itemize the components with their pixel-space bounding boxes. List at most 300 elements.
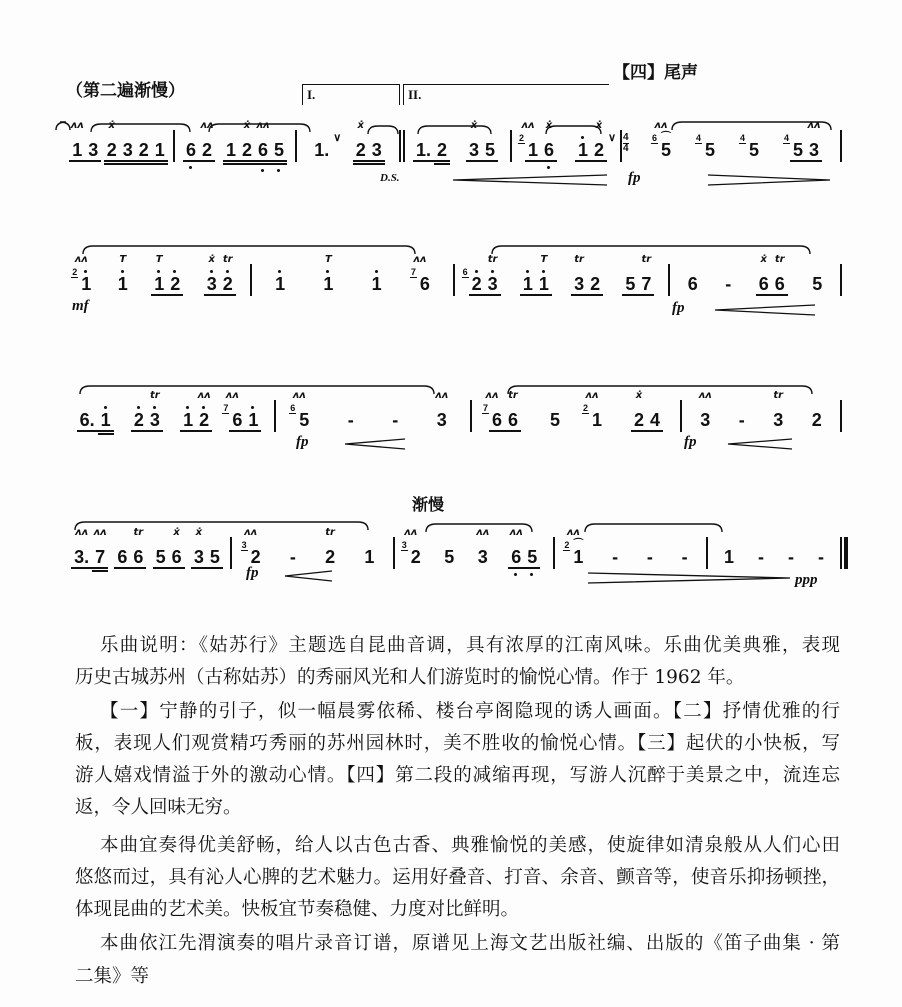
x-icon: ẋ (208, 254, 215, 265)
note-group (410, 254, 433, 294)
note-digit: 2 (471, 274, 482, 294)
grace-note: 4 (739, 133, 745, 143)
note-group (191, 527, 223, 567)
note-digit: 3 (206, 274, 217, 294)
note-group (756, 254, 788, 294)
mordent-icon: ʌʌ (698, 390, 712, 401)
note-group (736, 410, 748, 430)
note (809, 274, 825, 294)
note-digit: - (725, 274, 732, 294)
note (638, 254, 654, 294)
note (685, 274, 701, 294)
note (505, 390, 521, 430)
note-digit: 3 (149, 410, 160, 430)
underline (130, 567, 146, 569)
note (571, 254, 587, 294)
dynamic-marking: fp (672, 300, 685, 316)
note-group (809, 410, 825, 430)
note (151, 254, 167, 294)
bar-line (706, 537, 708, 569)
note-digit: 2 (138, 140, 149, 160)
underline (199, 160, 215, 162)
note-digit: 5 (660, 140, 671, 160)
note-group (622, 254, 654, 294)
x-icon: ẋ (108, 120, 115, 131)
note-digit: - (646, 547, 653, 567)
note (413, 140, 434, 160)
underline (353, 163, 369, 165)
note-digit: 7 (641, 274, 652, 294)
trill-mark: tr (641, 254, 652, 265)
note (651, 120, 674, 160)
note-digit: 5 (444, 547, 455, 567)
note (130, 527, 146, 567)
note-digit: 3 (487, 274, 498, 294)
dynamic-marking: fp (296, 434, 309, 450)
paragraph-line: 板，表现人们观赏精巧秀丽的苏州园林时，美不胜收的愉悦心情。【三】起伏的小快板，写 (75, 733, 840, 754)
underline (239, 160, 255, 162)
note-group (651, 120, 674, 160)
dynamic-marking: fp (628, 170, 641, 186)
measure (256, 254, 449, 294)
note-group (311, 132, 342, 160)
note (311, 132, 342, 160)
measure (280, 390, 466, 430)
x-icon: ẋ (195, 527, 203, 538)
note-group (679, 547, 691, 567)
grace-note: 7 (482, 403, 488, 413)
underline (622, 294, 638, 296)
dynamic-marking: ppp (795, 572, 818, 588)
trill-mark: tr (222, 254, 233, 265)
note-digit: 5 (792, 140, 803, 160)
underline (131, 430, 147, 432)
extension-dash (679, 547, 691, 567)
high-octave-dot (251, 406, 254, 409)
note (207, 547, 223, 567)
note-digit: 1 (371, 274, 382, 294)
note-digit: 1 (154, 140, 165, 160)
underline (790, 160, 806, 162)
note-digit: - (757, 547, 764, 567)
bar-line (470, 400, 472, 432)
note (547, 410, 563, 430)
x-icon: ẋ (545, 120, 553, 131)
measure (68, 120, 169, 160)
note-digit: 2 (241, 140, 252, 160)
note-group (104, 120, 168, 160)
note-digit: 2 (633, 410, 644, 430)
underline (587, 294, 603, 296)
note-group (413, 140, 450, 160)
note (770, 390, 786, 430)
bar-line (840, 400, 842, 432)
grace-note: 3 (401, 540, 407, 550)
note-digit: 2 (222, 274, 233, 294)
tap-icon: T (324, 254, 332, 265)
mordent-icon: ʌʌ (70, 120, 84, 131)
note-group (272, 274, 288, 294)
note-digit: 1 (183, 410, 194, 430)
note-digit: 2 (325, 547, 336, 567)
high-octave-dot (153, 406, 156, 409)
underline (71, 567, 92, 569)
note-digit: 3 (773, 410, 784, 430)
note-digit: 1 (117, 274, 128, 294)
underline (85, 160, 101, 162)
note (183, 140, 199, 160)
trill-mark: tr (325, 527, 335, 538)
note-group (475, 527, 491, 567)
note (756, 254, 772, 294)
extension-dash (785, 547, 797, 567)
note-digit: 5 (484, 140, 495, 160)
bar-line (680, 400, 682, 432)
bar-line (399, 130, 401, 162)
note-group (153, 527, 185, 567)
tap-icon: T (155, 254, 163, 265)
underline (120, 163, 136, 165)
note-digit: 1 (527, 140, 538, 160)
mordent-icon: ʌʌ (566, 527, 580, 538)
note (199, 120, 215, 160)
high-octave-dot (186, 406, 189, 409)
grace-note: 6 (462, 267, 468, 277)
note (241, 527, 264, 567)
low-octave-dot (277, 169, 280, 172)
underline (536, 294, 552, 296)
note-digit: 2 (594, 140, 605, 160)
note-digit: 6 (508, 410, 519, 430)
note-digit: 3 (477, 547, 488, 567)
note (322, 527, 338, 567)
mordent-icon: ʌʌ (413, 254, 427, 265)
underline (255, 160, 271, 162)
note (434, 140, 450, 160)
bar-line (393, 537, 395, 569)
note (739, 133, 762, 160)
note (191, 527, 207, 567)
note-digit: 1 (154, 274, 165, 294)
fermata-icon: ⌒ (573, 539, 584, 550)
underline (756, 294, 772, 296)
note-group (695, 133, 718, 160)
note-group (290, 390, 312, 430)
low-octave-dot (189, 166, 192, 169)
paragraph-line: 本曲依江先渭演奏的唱片录音订谱，原谱见上海文艺出版社编、出版的《笛子曲集 · 第 (100, 933, 840, 954)
bar-line (840, 537, 842, 569)
note-digit: 1 (573, 547, 584, 567)
note-digit: 6 (774, 274, 785, 294)
crescendo-hairpin (345, 439, 405, 449)
underline (98, 430, 114, 432)
high-octave-dot (542, 270, 545, 273)
bar-line (668, 264, 670, 296)
note (564, 527, 586, 567)
note-group (361, 547, 377, 567)
note-digit: - (738, 410, 745, 430)
measure (301, 120, 395, 160)
underline (183, 160, 199, 162)
grace-note: 2 (72, 267, 78, 277)
breath-mark-icon: ∨ (333, 132, 342, 144)
tap-icon: T (540, 254, 548, 265)
x-icon: ẋ (470, 120, 478, 131)
paragraph-line: 返，令人回味无穷。 (75, 797, 242, 818)
underline (631, 430, 647, 432)
high-octave-dot (278, 270, 281, 273)
note (290, 390, 312, 430)
underline (575, 160, 591, 162)
note-digit: 6 (511, 547, 522, 567)
note (520, 274, 536, 294)
bar-line (840, 264, 842, 296)
underline (271, 160, 287, 162)
note (223, 390, 245, 430)
slur (80, 386, 434, 394)
dynamic-marking: fp (684, 434, 697, 450)
paragraph-line: 本曲宜奏得优美舒畅，给人以古色古香、典雅愉悦的美感，使旋律如清泉般从人们心田 (100, 835, 840, 856)
underline (98, 433, 114, 435)
underline (104, 163, 120, 165)
high-octave-dot (202, 406, 205, 409)
mordent-icon: ʌʌ (435, 390, 449, 401)
underline (120, 160, 136, 162)
note (518, 120, 541, 160)
mordent-icon: ʌʌ (74, 254, 88, 265)
underline (92, 570, 108, 572)
note (153, 547, 169, 567)
bar-line (274, 400, 276, 432)
note (147, 390, 163, 430)
note (541, 120, 557, 160)
note-digit: - (392, 410, 399, 430)
note-digit: 6 (79, 410, 90, 430)
x-icon: ẋ (595, 120, 603, 131)
note (622, 274, 638, 294)
note (120, 140, 136, 160)
underline (806, 160, 822, 162)
high-octave-dot (121, 270, 124, 273)
note (271, 140, 287, 160)
note-digit: 6 (257, 140, 268, 160)
note (85, 140, 101, 160)
note-group (72, 254, 94, 294)
note (72, 254, 94, 294)
high-octave-dot (173, 270, 176, 273)
bar-line (173, 130, 175, 162)
measure (644, 120, 836, 160)
paragraph-line: 乐曲说明：《姑苏行》主题选自昆曲音调，具有浓厚的江南风味。乐曲优美典雅，表现 (100, 635, 840, 656)
note-digit: 3 (468, 140, 479, 160)
mordent-icon: ʌʌ (75, 527, 89, 538)
note-digit: 2 (106, 140, 117, 160)
underline (369, 163, 385, 165)
underline (207, 567, 223, 569)
measure (712, 543, 836, 567)
paragraph-line: 体现昆曲的艺术美。快板宜节奏稳健、力度对比鲜明。 (75, 899, 520, 920)
note-digit: 2 (811, 410, 822, 430)
augmentation-dot: . (84, 547, 90, 567)
note-group (520, 254, 552, 294)
underline (69, 160, 85, 162)
x-icon: ẋ (357, 120, 364, 131)
mordent-icon: ʌʌ (404, 527, 418, 538)
mordent-icon: ʌʌ (509, 527, 523, 538)
underline (482, 160, 498, 162)
note (204, 254, 220, 294)
underline (152, 163, 168, 165)
measure (68, 390, 270, 430)
high-octave-dot (581, 136, 584, 139)
underline (469, 294, 485, 296)
note-digit: 5 (209, 547, 220, 567)
mordent-icon: ʌʌ (197, 390, 211, 401)
high-octave-dot (491, 270, 494, 273)
bar-line (620, 130, 622, 162)
measure (674, 254, 836, 294)
note-digit: 5 (527, 547, 538, 567)
note (475, 527, 491, 567)
trill-mark: tr (508, 390, 518, 401)
note-group (785, 547, 797, 567)
bar-line (510, 130, 512, 162)
underline (220, 294, 236, 296)
note-digit: 6 (117, 547, 128, 567)
note-digit: 6 (171, 547, 182, 567)
decrescendo-hairpin (588, 573, 790, 583)
trill-mark: tr (133, 527, 144, 538)
note-digit: 3 (74, 547, 85, 567)
note-group (770, 390, 786, 430)
augmentation-dot: . (425, 140, 431, 160)
note (783, 133, 806, 160)
note-group (114, 527, 146, 567)
measure (179, 120, 291, 160)
mordent-icon: ʌʌ (200, 120, 214, 131)
note-group (180, 390, 212, 430)
high-octave-dot (137, 406, 140, 409)
note-digit: 2 (199, 410, 210, 430)
dal-segno-mark: D.S. (380, 172, 400, 184)
note-digit: 6 (687, 274, 698, 294)
measure (476, 390, 676, 430)
note-digit: - (681, 547, 688, 567)
grace-note: 2 (518, 133, 524, 143)
tempo-note: （第二遍渐慢） (66, 81, 185, 101)
underline (489, 430, 505, 432)
note-digit: 1 (591, 410, 602, 430)
underline (151, 294, 167, 296)
measure (68, 527, 226, 567)
note-digit: 3 (371, 140, 382, 160)
note-group (77, 410, 114, 430)
note-group (482, 390, 521, 430)
note-group (815, 547, 827, 567)
low-octave-dot (547, 166, 550, 169)
note (115, 254, 131, 294)
note-group (739, 133, 762, 160)
paragraph-line: 二集》等 (75, 966, 150, 987)
high-octave-dot (326, 270, 329, 273)
underline (223, 163, 239, 165)
note (77, 410, 98, 430)
mordent-icon: ʌʌ (244, 527, 258, 538)
note (169, 527, 185, 567)
note (92, 527, 108, 567)
underline (466, 160, 482, 162)
underline (239, 163, 255, 165)
note-digit: 1 (275, 274, 286, 294)
time-signature-bottom: 4 (623, 143, 629, 154)
underline (525, 160, 541, 162)
note-digit: 7 (95, 547, 106, 567)
underline (520, 294, 536, 296)
extension-dash (345, 410, 357, 430)
grace-note: 2 (564, 540, 570, 550)
note-digit: - (289, 547, 296, 567)
note (524, 547, 540, 567)
slur (508, 386, 812, 394)
note-group (322, 527, 338, 567)
x-icon: ẋ (760, 254, 767, 265)
x-icon: ẋ (173, 527, 180, 538)
note-digit: 2 (410, 547, 421, 567)
note (482, 140, 498, 160)
bar-line (295, 130, 297, 162)
slur (56, 122, 70, 130)
note-digit: 3 (193, 547, 204, 567)
note (136, 140, 152, 160)
volta-2-label: II. (408, 87, 422, 102)
underline (505, 430, 521, 432)
underline (591, 160, 607, 162)
note-group (571, 254, 603, 294)
trill-mark: tr (574, 254, 584, 265)
double-bar-line (844, 537, 848, 569)
slur (368, 126, 398, 134)
note (196, 390, 212, 430)
note (369, 140, 385, 160)
note-group (518, 120, 557, 160)
note-digit: 2 (201, 140, 212, 160)
note-group (644, 547, 656, 567)
note (591, 120, 617, 160)
underline (114, 567, 130, 569)
note-digit: 3 (436, 410, 447, 430)
note-digit: 2 (133, 410, 144, 430)
underline (136, 160, 152, 162)
high-octave-dot (375, 270, 378, 273)
trill-mark: tr (773, 390, 784, 401)
paragraph-line: 【一】宁静的引子，似一幅晨雾依稀、楼台亭阁隐现的诱人画面。【二】抒情优雅的行 (100, 701, 840, 722)
underline (136, 163, 152, 165)
underline (524, 567, 540, 569)
slur (83, 246, 415, 254)
note-digit: 2 (355, 140, 366, 160)
note-group (609, 547, 621, 567)
note-digit: 2 (590, 274, 601, 294)
underline (196, 430, 212, 432)
note (104, 120, 120, 160)
note-digit: 1 (538, 274, 549, 294)
dynamic-marking: fp (246, 565, 259, 581)
note (587, 274, 603, 294)
underline (223, 160, 239, 162)
mordent-icon: ʌʌ (654, 120, 668, 131)
note (536, 254, 552, 294)
note (401, 527, 424, 567)
